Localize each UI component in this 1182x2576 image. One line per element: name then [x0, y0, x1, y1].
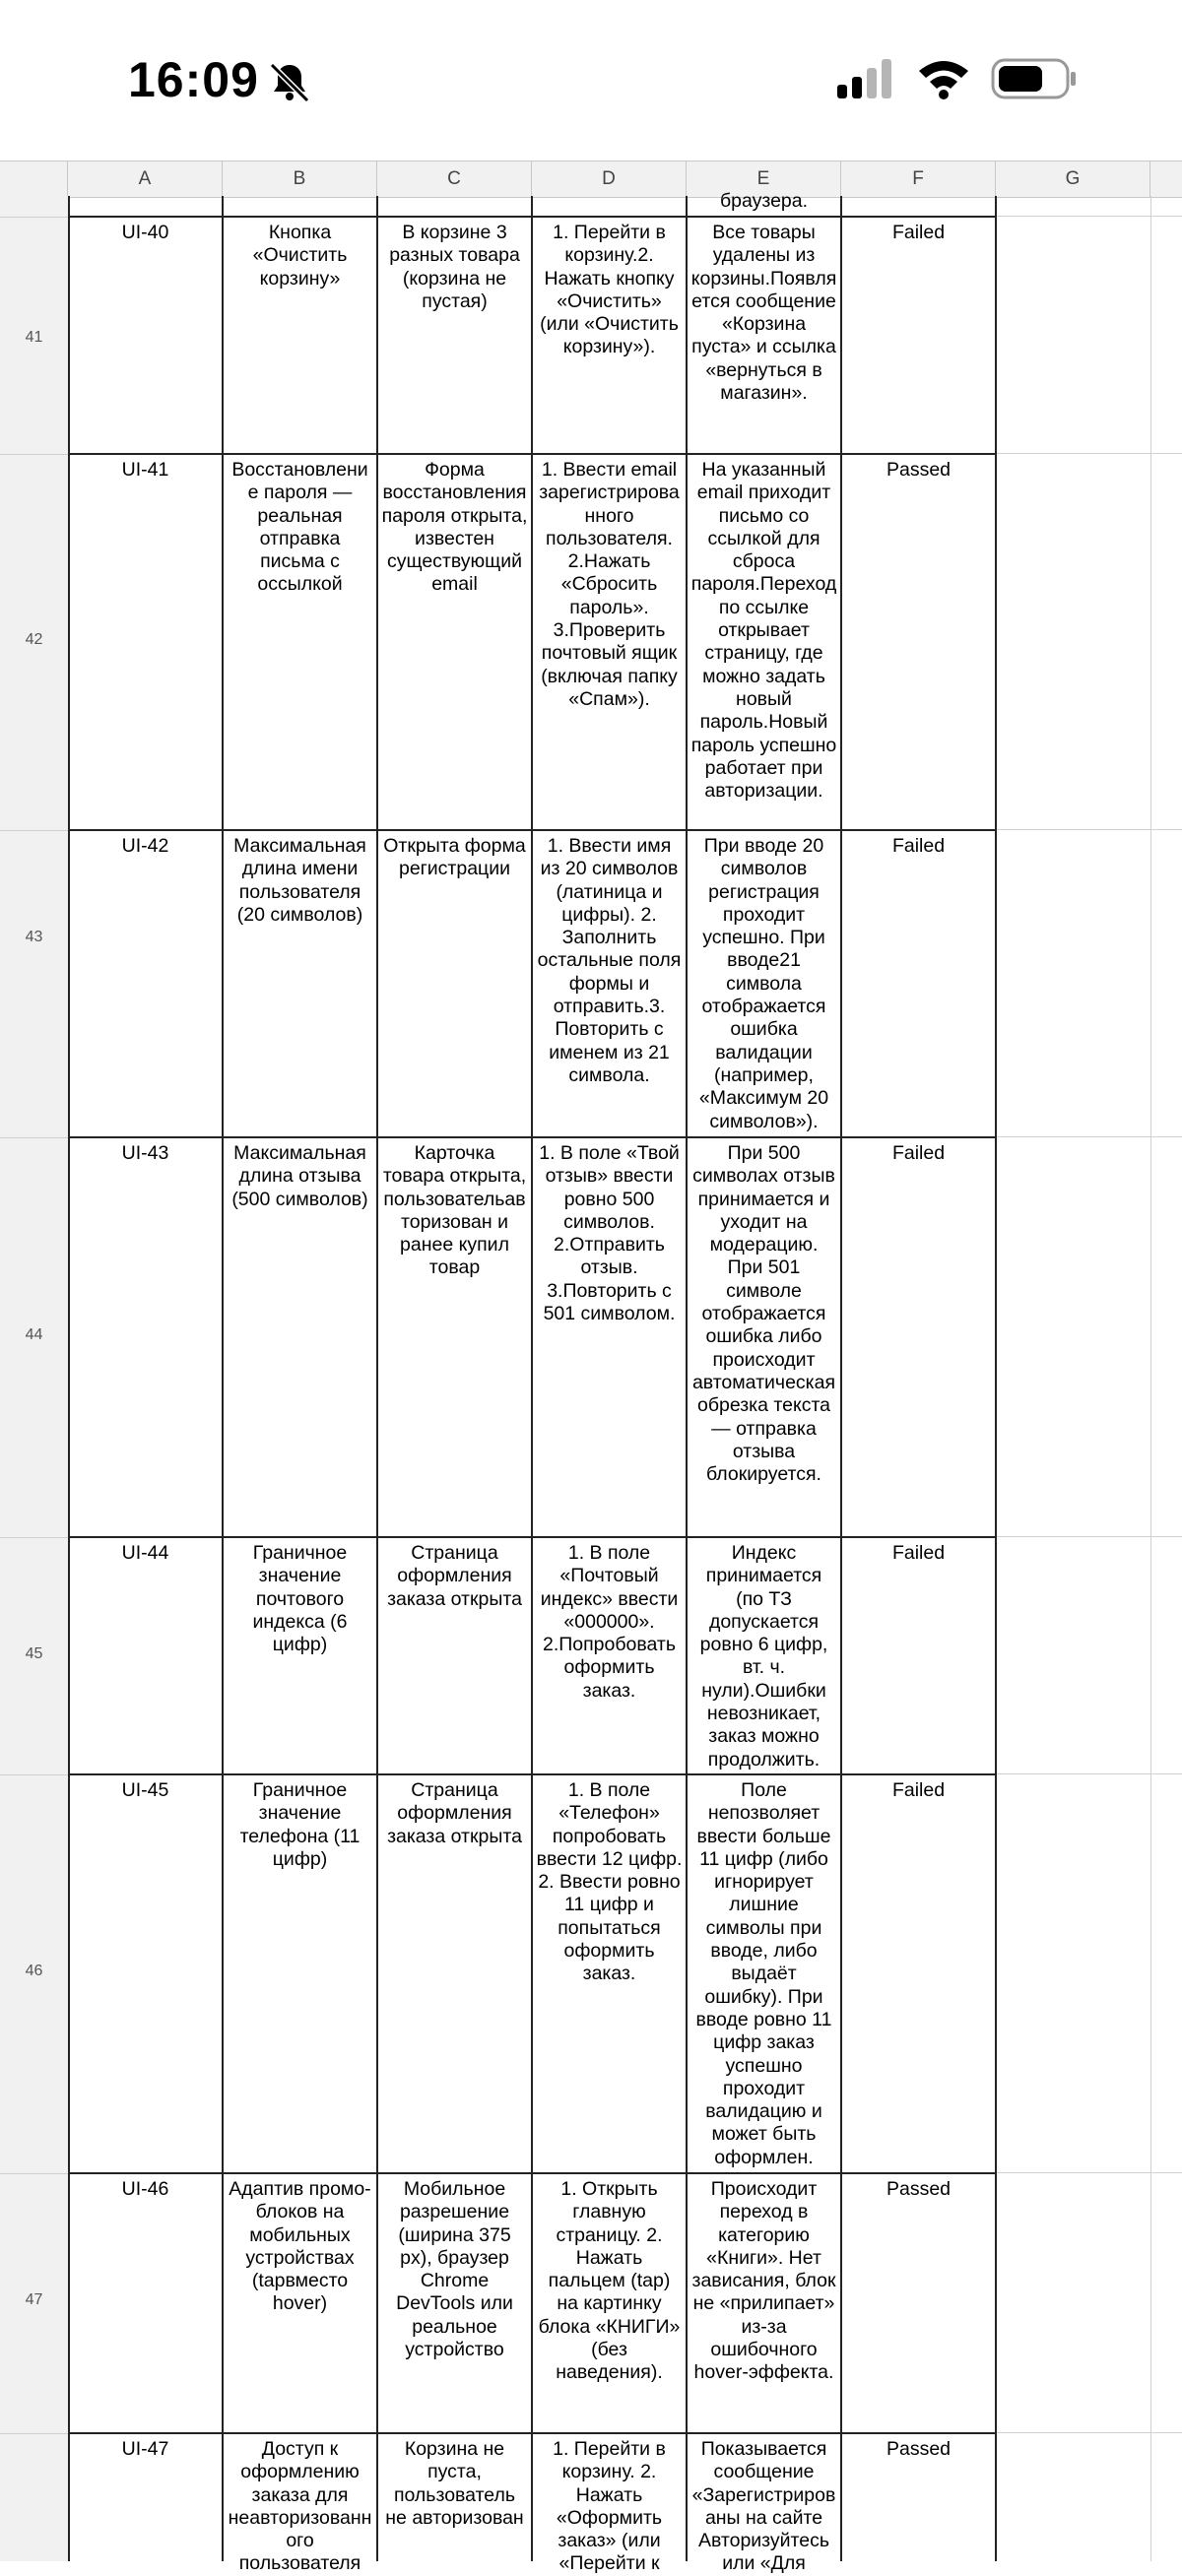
column-header-row [0, 161, 1182, 198]
grid-border [840, 196, 842, 2561]
status-time: 16:09 [128, 52, 259, 107]
cell-f43[interactable]: Failed [891, 835, 946, 857]
cell-b44[interactable]: Максимальная длина отзыва (500 символов) [231, 1142, 368, 1210]
grid-border [68, 2172, 997, 2174]
cell-d45[interactable]: 1. В поле «Почтовый индекс» ввести «000000». 2.Попробовать оформить заказ. [540, 1542, 679, 1702]
column-header-a[interactable]: A [68, 161, 223, 197]
cell-e42[interactable]: На указанный email приходит письмо со ссылкой для сброса пароля.Переход по ссылке открывает страницу, где можно задать новый пароль.Новый пароль успешно работает при авторизации. [690, 459, 837, 803]
cellular-signal-icon [835, 57, 894, 100]
grid-border [997, 453, 1182, 454]
cell-f48[interactable]: Passed [886, 2438, 952, 2460]
column-header-d[interactable]: D [532, 161, 687, 197]
cell-a42[interactable]: UI-41 [121, 459, 169, 481]
cell-b43[interactable]: Максимальная длина имени пользователя (20 символов) [233, 835, 366, 926]
row-number[interactable]: 42 [25, 631, 43, 648]
cell-c47[interactable]: Мобильное разрешение (ширина 375 px), браузер Chrome DevTools или реальное устройство [396, 2178, 513, 2361]
cell-b46[interactable]: Граничное значение телефона (11 цифр) [239, 1779, 361, 1870]
cell-c45[interactable]: Страница оформления заказа открыта [387, 1542, 522, 1610]
row-number[interactable]: 43 [25, 929, 43, 945]
cell-c46[interactable]: Страница оформления заказа открыта [387, 1779, 522, 1847]
row-number[interactable]: 44 [25, 1326, 43, 1343]
cell-e48[interactable]: Показывается сообщение «Зарегистрированы на сайте Авторизуйтесь или «Для [691, 2438, 836, 2575]
grid-border [997, 216, 1182, 217]
grid-border [997, 2172, 1182, 2173]
cell-b47[interactable]: Адаптив промо-блоков на мобильных устройствах (tapвместо hover) [229, 2178, 371, 2315]
cell-e43[interactable]: При вводе 20 символов регистрация проходит успешно. При вводе21 символа отображается ошибка валидации (например, «Максимум 20 символов»). [698, 835, 829, 1132]
cell-b42[interactable]: Восстановление пароля — реальная отправка письма с оссылкой [231, 459, 368, 596]
row-number[interactable]: 46 [25, 1963, 43, 1979]
cell-b45[interactable]: Граничное значение почтового индекса (6 цифр) [252, 1542, 348, 1656]
cell-a47[interactable]: UI-46 [121, 2178, 169, 2200]
column-header-e[interactable]: E [687, 161, 841, 197]
grid-border [68, 1773, 997, 1775]
cell-c42[interactable]: Форма восстановления пароля открыта, известен существующий email [381, 459, 528, 596]
cell-f42[interactable]: Passed [886, 459, 952, 481]
battery-icon [991, 57, 1078, 100]
cell-e41[interactable]: Все товары удалены из корзины.Появляется сообщение «Корзина пуста» и ссылка «вернуться в магазин». [690, 222, 837, 405]
grid-border [68, 1136, 997, 1138]
cell-a41[interactable]: UI-40 [121, 222, 169, 243]
cell-f45[interactable]: Failed [891, 1542, 946, 1564]
cell-c48[interactable]: Корзина не пуста, пользователь не авторизован [385, 2438, 524, 2529]
cell-e40[interactable]: браузера. [719, 190, 809, 212]
grid-border [222, 196, 224, 2561]
grid-border [1150, 196, 1151, 2561]
cell-e47[interactable]: Происходит переход в категорию «Книги». Нет зависания, блок не «прилипает» из-за ошибочного hover-эффекта. [691, 2178, 836, 2384]
row-number[interactable]: 47 [25, 2291, 43, 2308]
cell-f47[interactable]: Passed [886, 2178, 952, 2200]
grid-border [68, 2432, 997, 2434]
cell-d47[interactable]: 1. Открыть главную страницу. 2. Нажать пальцем (tap) на картинку блока «КНИГИ» (без наведения). [538, 2178, 681, 2384]
column-header-c[interactable]: C [377, 161, 532, 197]
cell-c43[interactable]: Открыта форма регистрации [383, 835, 526, 880]
cell-b48[interactable]: Доступ к оформлению заказа для неавторизованного пользователя [228, 2438, 372, 2575]
cell-f44[interactable]: Failed [891, 1142, 946, 1164]
cell-a48[interactable]: UI-47 [121, 2438, 169, 2460]
cell-e46[interactable]: Поле непозволяет ввести больше 11 цифр (либо игнорирует лишние символы при вводе, либо выдаёт ошибку). При вводе ровно 11 цифр заказ успешно проходит валидацию и может быть оформлен. [695, 1779, 832, 2168]
cell-f46[interactable]: Failed [891, 1779, 946, 1801]
grid-border [68, 196, 70, 2561]
cell-e45[interactable]: Индекс принимается (по ТЗ допускается ровно 6 цифр, вт. ч. нули).Ошибки невозникает, заказ можно продолжить. [699, 1542, 828, 1771]
column-header-g[interactable]: G [996, 161, 1150, 197]
column-header-b[interactable]: B [223, 161, 377, 197]
grid-border [997, 829, 1182, 830]
status-bar [0, 0, 1182, 161]
bell-muted-icon [266, 59, 313, 106]
cell-a46[interactable]: UI-45 [121, 1779, 169, 1801]
cell-d43[interactable]: 1. Ввести имя из 20 символов (латиница и цифры). 2. Заполнить остальные поля формы и отправить.3. Повторить с именем из 21 символа. [537, 835, 682, 1086]
grid-border [997, 1536, 1182, 1537]
grid-border [997, 1136, 1182, 1137]
grid-border [997, 2432, 1182, 2433]
cell-c44[interactable]: Карточка товара открыта, пользовательавторизован и ранее купил товар [382, 1142, 527, 1279]
cell-a45[interactable]: UI-44 [121, 1542, 169, 1564]
grid-border [997, 1773, 1182, 1774]
cell-d46[interactable]: 1. В поле «Телефон» попробовать ввести 12 цифр. 2. Ввести ровно 11 цифр и попытаться оформить заказ. [536, 1779, 683, 1985]
cell-d44[interactable]: 1. В поле «Твой отзыв» ввести ровно 500 символов. 2.Отправить отзыв. 3.Повторить с 501 символом. [539, 1142, 680, 1325]
spreadsheet-grid [68, 190, 1182, 2575]
grid-border [376, 196, 378, 2561]
cell-d42[interactable]: 1. Ввести email зарегистрированного пользователя. 2.Нажать «Сбросить пароль». 3.Проверить почтовый ящик (включая папку «Спам»). [539, 459, 680, 710]
grid-border [686, 196, 688, 2561]
row-number[interactable]: 45 [25, 1645, 43, 1662]
cell-f41[interactable]: Failed [891, 222, 946, 243]
cell-d48[interactable]: 1. Перейти в корзину. 2. Нажать «Оформить заказ» (или «Перейти к [553, 2438, 666, 2575]
grid-border [68, 453, 997, 455]
cell-b41[interactable]: Кнопка «Очистить корзину» [252, 222, 348, 290]
grid-border [68, 216, 997, 218]
cell-e44[interactable]: При 500 символах отзыв принимается и уходит на модерацию. При 501 символе отображается ошибка либо происходит автоматическая обрезка текста— отправка отзыва блокируется. [691, 1142, 836, 1486]
row-header-column [0, 196, 69, 2561]
cell-a44[interactable]: UI-43 [121, 1142, 169, 1164]
grid-border [68, 1536, 997, 1538]
cell-a43[interactable]: UI-42 [121, 835, 169, 857]
row-number[interactable]: 41 [25, 329, 43, 346]
column-header-f[interactable]: F [841, 161, 996, 197]
corner-cell[interactable] [0, 161, 68, 197]
grid-border [531, 196, 533, 2561]
column-header-h[interactable] [1150, 161, 1182, 197]
grid-border [68, 829, 997, 831]
cell-c41[interactable]: В корзине 3 разных товара (корзина не пустая) [389, 222, 520, 312]
wifi-icon [916, 57, 971, 100]
cell-d41[interactable]: 1. Перейти в корзину.2. Нажать кнопку «Очистить» (или «Очистить корзину»). [540, 222, 679, 358]
grid-border [995, 196, 997, 2561]
